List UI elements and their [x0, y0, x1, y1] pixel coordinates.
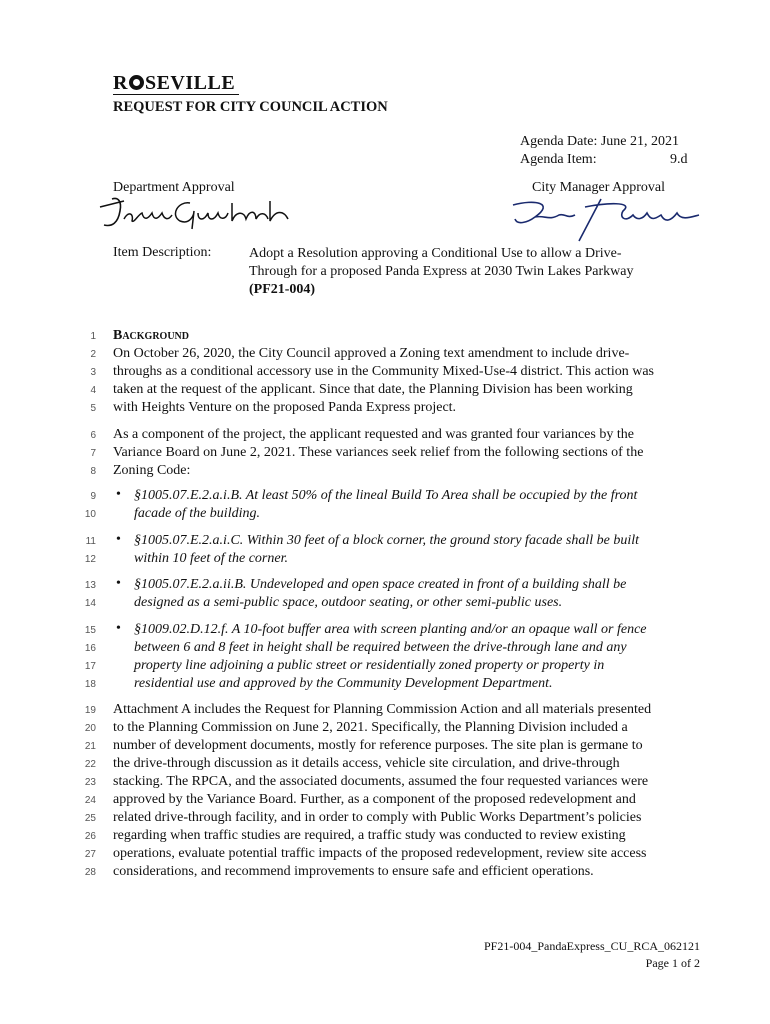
department-approval-label: Department Approval [113, 180, 235, 195]
bullet-glyph: • [116, 576, 121, 591]
text-line: regarding when traffic studies are required, a traffic study was conducted to review existing [113, 828, 626, 843]
text-line: operations, evaluate potential traffic impacts of the proposed redevelopment, review site access [113, 846, 647, 861]
line-number: 13 [84, 580, 96, 591]
line-number: 10 [84, 509, 96, 520]
text-line: related drive-through facility, and in order to comply with Public Works Department’s policies [113, 810, 642, 825]
agenda-item-value: 9.d [670, 152, 688, 167]
city-manager-signature [505, 195, 705, 245]
line-number: 22 [84, 759, 96, 770]
text-line: On October 26, 2020, the City Council approved a Zoning text amendment to include drive- [113, 346, 630, 361]
variance-item [134, 576, 704, 612]
text-line: the drive-through discussion as it details access, vehicle site circulation, and drive-through [113, 756, 620, 771]
line-number: 9 [90, 491, 96, 502]
line-number: 5 [90, 403, 96, 414]
text-line: within 10 feet of the corner. [134, 551, 288, 566]
line-number: 8 [90, 466, 96, 477]
text-line: residential use and approved by the Community Development Department. [134, 676, 553, 691]
line-number: 24 [84, 795, 96, 806]
line-number: 12 [84, 554, 96, 565]
text-line: stacking. The RPCA, and the associated documents, assumed the four requested variances were [113, 774, 649, 789]
line-number: 18 [84, 679, 96, 690]
text-line: considerations, and recommend improvements to ensure safe and efficient operations. [113, 864, 594, 879]
text-line: Variance Board on June 2, 2021. These variances seek relief from the following sections of the [113, 445, 644, 460]
line-number: 3 [90, 367, 96, 378]
item-description-line: Through for a proposed Panda Express at 2030 Twin Lakes Parkway [249, 264, 634, 279]
bullet-glyph: • [116, 621, 121, 636]
line-number: 17 [84, 661, 96, 672]
variance-item [134, 532, 704, 568]
text-line: As a component of the project, the applicant requested and was granted four variances by the [113, 427, 634, 442]
line-number: 21 [84, 741, 96, 752]
line-number: 7 [90, 448, 96, 459]
footer-page-number: Page 1 of 2 [645, 956, 700, 970]
line-number: 11 [85, 536, 96, 547]
text-line: to the Planning Commission on June 2, 2021. Specifically, the Planning Division included a [113, 720, 628, 735]
text-line: taken at the request of the applicant. Since that date, the Planning Division has been working [113, 382, 633, 397]
item-description-case-number: (PF21-004) [249, 282, 316, 297]
line-number: 1 [90, 331, 96, 342]
text-line: Attachment A includes the Request for Planning Commission Action and all materials presented [113, 702, 652, 717]
line-number: 20 [84, 723, 96, 734]
paragraph-background [113, 345, 713, 417]
agenda-date: Agenda Date: June 21, 2021 [520, 134, 680, 149]
text-line: between 6 and 8 feet in height shall be required between the drive-through lane and any [134, 640, 627, 655]
line-number: 25 [84, 813, 96, 824]
text-line: §1009.02.D.12.f. A 10-foot buffer area with screen planting and/or an opaque wall or fence [134, 622, 647, 637]
line-number: 23 [84, 777, 96, 788]
item-description-line: Adopt a Resolution approving a Conditional Use to allow a Drive- [249, 246, 622, 261]
text-line: property line adjoining a public street or residentially zoned property or property in [134, 658, 605, 673]
text-line: §1005.07.E.2.a.i.C. Within 30 feet of a block corner, the ground story facade shall be built [134, 533, 639, 548]
line-number: 28 [84, 867, 96, 878]
paragraph-attachment [113, 701, 713, 881]
roseville-logo: R SEVILLE [113, 72, 235, 95]
text-line: with Heights Venture on the proposed Panda Express project. [113, 400, 457, 415]
text-line: number of development documents, mostly for reference purposes. The site plan is germane to [113, 738, 643, 753]
item-description [249, 245, 679, 299]
line-number: 4 [90, 385, 96, 396]
line-number: 16 [84, 643, 96, 654]
agenda-item-label: Agenda Item: [520, 152, 597, 167]
city-manager-approval-label: City Manager Approval [532, 180, 665, 195]
line-number: 19 [84, 705, 96, 716]
variance-item [134, 621, 704, 693]
item-description-label: Item Description: [113, 245, 212, 260]
text-line: throughs as a conditional accessory use in the Community Mixed-Use-4 district. This action was [113, 364, 654, 379]
section-heading: Background [113, 328, 190, 343]
line-number: 14 [84, 598, 96, 609]
line-number: 6 [90, 430, 96, 441]
text-line: §1005.07.E.2.a.ii.B. Undeveloped and open space created in front of a building shall be [134, 577, 627, 592]
text-line: Zoning Code: [113, 463, 191, 478]
bullet-glyph: • [116, 532, 121, 547]
department-signature [98, 193, 298, 238]
bullet-glyph: • [116, 487, 121, 502]
text-line: approved by the Variance Board. Further, as a component of the proposed redevelopment and [113, 792, 636, 807]
text-line: §1005.07.E.2.a.i.B. At least 50% of the lineal Build To Area shall be occupied by the front [134, 488, 638, 503]
line-number: 26 [84, 831, 96, 842]
text-line: designed as a semi-public space, outdoor seating, or other semi-public uses. [134, 595, 563, 610]
line-number: 2 [90, 349, 96, 360]
line-number: 27 [84, 849, 96, 860]
line-number: 15 [84, 625, 96, 636]
logo-rule [113, 94, 239, 95]
footer-file-name: PF21-004_PandaExpress_CU_RCA_062121 [483, 939, 700, 953]
variance-item [134, 487, 704, 523]
paragraph-variances [113, 426, 713, 480]
document-title: REQUEST FOR CITY COUNCIL ACTION [113, 99, 388, 115]
text-line: facade of the building. [134, 506, 260, 521]
